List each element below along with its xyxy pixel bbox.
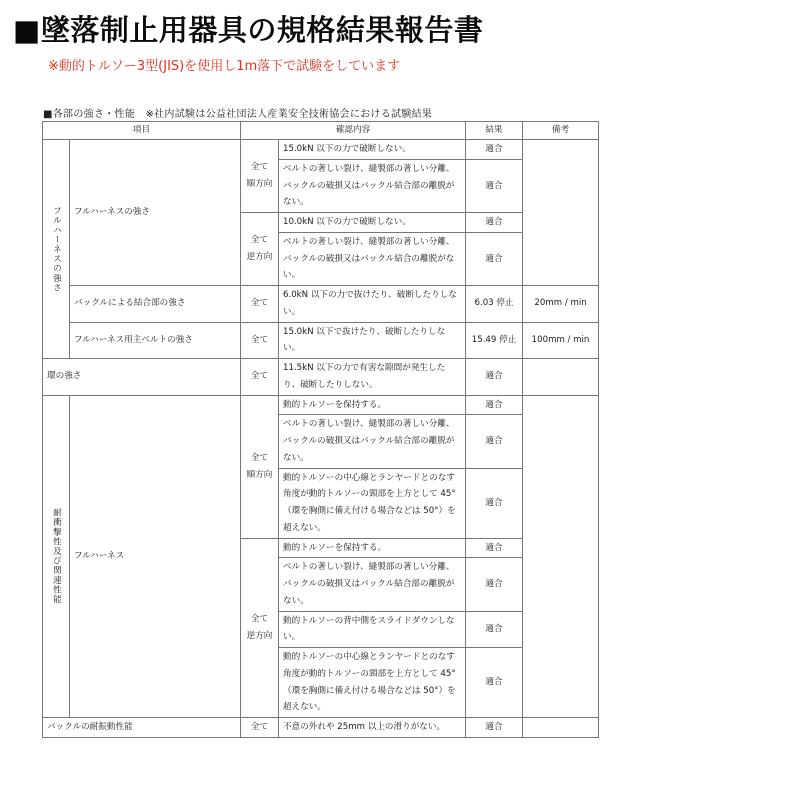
result-cell: 適合 <box>466 538 523 558</box>
result-cell: 6.03 停止 <box>466 286 523 323</box>
content-cell: 動的トルソーの中心線とランヤードとのなす角度が動的トルソーの頸部を上方として 45°（環を胸側に備え付ける場合などは 50°）を超えない。 <box>279 468 466 538</box>
content-cell: 10.0kN 以下の力で破断しない。 <box>279 213 466 233</box>
remarks-cell: 20mm / min <box>523 286 599 323</box>
item-ring-strength: 環の強さ <box>43 359 241 396</box>
group-label-harness-strength: フルハーネスの強さ <box>43 140 70 359</box>
content-cell: ベルトの著しい裂け、縫製部の著しい分離、バックルの破損又はバックル結合の離脱がない。 <box>279 232 466 285</box>
content-cell: 11.5kN 以下の力で有害な隙間が発生したり、破断したりしない。 <box>279 359 466 396</box>
result-cell: 適合 <box>466 395 523 415</box>
result-cell: 適合 <box>466 558 523 611</box>
header-remarks: 備考 <box>523 122 599 140</box>
remarks-cell <box>523 718 599 738</box>
dir-forward-label: 順方向 <box>246 469 273 480</box>
result-cell: 適合 <box>466 611 523 648</box>
dir-reverse-label: 逆方向 <box>246 630 273 641</box>
item-buckle-joint: バックルによる結合部の強さ <box>70 286 241 323</box>
content-cell: ベルトの著しい裂け、縫製部の著しい分離、バックルの破損又はバックル結合部の離脱がない。 <box>279 558 466 611</box>
section-heading: ■各部の強さ・性能 ※社内試験は公益社団法人産業安全技術協会における試験結果 <box>43 109 433 120</box>
header-row <box>43 122 599 140</box>
dir-forward-label: 順方向 <box>246 179 273 189</box>
result-cell: 適合 <box>466 468 523 538</box>
group-label-impact: 耐衝撃性及び関連性能 <box>43 395 70 718</box>
content-cell: 不意の外れや 25mm 以上の滑りがない。 <box>279 718 466 738</box>
header-result: 結果 <box>466 122 523 140</box>
result-cell: 適合 <box>466 159 523 212</box>
content-cell: 6.0kN 以下の力で抜けたり、破断したりしない。 <box>279 286 466 323</box>
dir-all-label: 全て <box>250 162 269 173</box>
table-row <box>43 395 599 415</box>
result-cell: 適合 <box>466 718 523 738</box>
spec-table <box>42 121 599 738</box>
content-cell: 動的トルソーの中心線とランヤードとのなす角度が動的トルソーの頸部を上方として 45°（環を胸側に備え付ける場合などは 50°）を超えない。 <box>279 648 466 718</box>
item-harness-strength: フルハーネスの強さ <box>70 140 241 286</box>
content-cell: 動的トルソーを保持する。 <box>279 395 466 415</box>
table-row <box>43 718 599 738</box>
dir-all-label: 全て <box>250 614 269 624</box>
test-note: ※動的トルソー3型(JIS)を使用し1m落下で試験をしています <box>48 59 401 74</box>
dir-reverse-label: 逆方向 <box>246 252 273 262</box>
dir-all-label: 全て <box>250 235 269 246</box>
content-cell: 動的トルソーを保持する。 <box>279 538 466 558</box>
table-row <box>43 140 599 160</box>
table-row <box>43 286 599 323</box>
result-cell: 適合 <box>466 140 523 160</box>
remarks-cell <box>523 140 599 286</box>
content-cell: 15.0kN 以下で抜けたり、破断したりしない。 <box>279 322 466 359</box>
result-cell: 適合 <box>466 232 523 285</box>
remarks-cell <box>523 359 599 396</box>
remarks-cell: 100mm / min <box>523 322 599 359</box>
direction-cell: 全て <box>241 286 279 323</box>
remarks-cell <box>523 395 599 718</box>
content-cell: 15.0kN 以下の力で破断しない。 <box>279 140 466 160</box>
direction-forward <box>241 140 279 213</box>
direction-cell: 全て <box>241 322 279 359</box>
result-cell: 適合 <box>466 359 523 396</box>
result-cell: 適合 <box>466 415 523 468</box>
result-cell: 適合 <box>466 648 523 718</box>
item-buckle-vibration: バックルの耐振動性能 <box>43 718 241 738</box>
dir-all-label: 全て <box>250 452 269 463</box>
direction-reverse <box>241 213 279 286</box>
table-row <box>43 359 599 396</box>
header-content: 確認内容 <box>241 122 466 140</box>
content-cell: 動的トルソーの背中側をスライドダウンしない。 <box>279 611 466 648</box>
result-cell: 15.49 停止 <box>466 322 523 359</box>
page-title: ■墜落制止用器具の規格結果報告書 <box>13 13 484 47</box>
item-full-harness: フルハーネス <box>70 395 241 718</box>
direction-cell: 全て <box>241 359 279 396</box>
table-row <box>43 322 599 359</box>
result-cell: 適合 <box>466 213 523 233</box>
content-cell: ベルトの著しい裂け、縫製部の著しい分離、バックルの破損又はバックル結合部の離脱がない。 <box>279 415 466 468</box>
header-item: 項目 <box>43 122 241 140</box>
direction-cell: 全て <box>241 718 279 738</box>
content-cell: ベルトの著しい裂け、縫製部の著しい分離、バックルの破損又はバックル結合部の離脱がない。 <box>279 159 466 212</box>
direction-forward <box>241 395 279 538</box>
direction-reverse <box>241 538 279 718</box>
item-main-belt: フルハーネス用主ベルトの強さ <box>70 322 241 359</box>
